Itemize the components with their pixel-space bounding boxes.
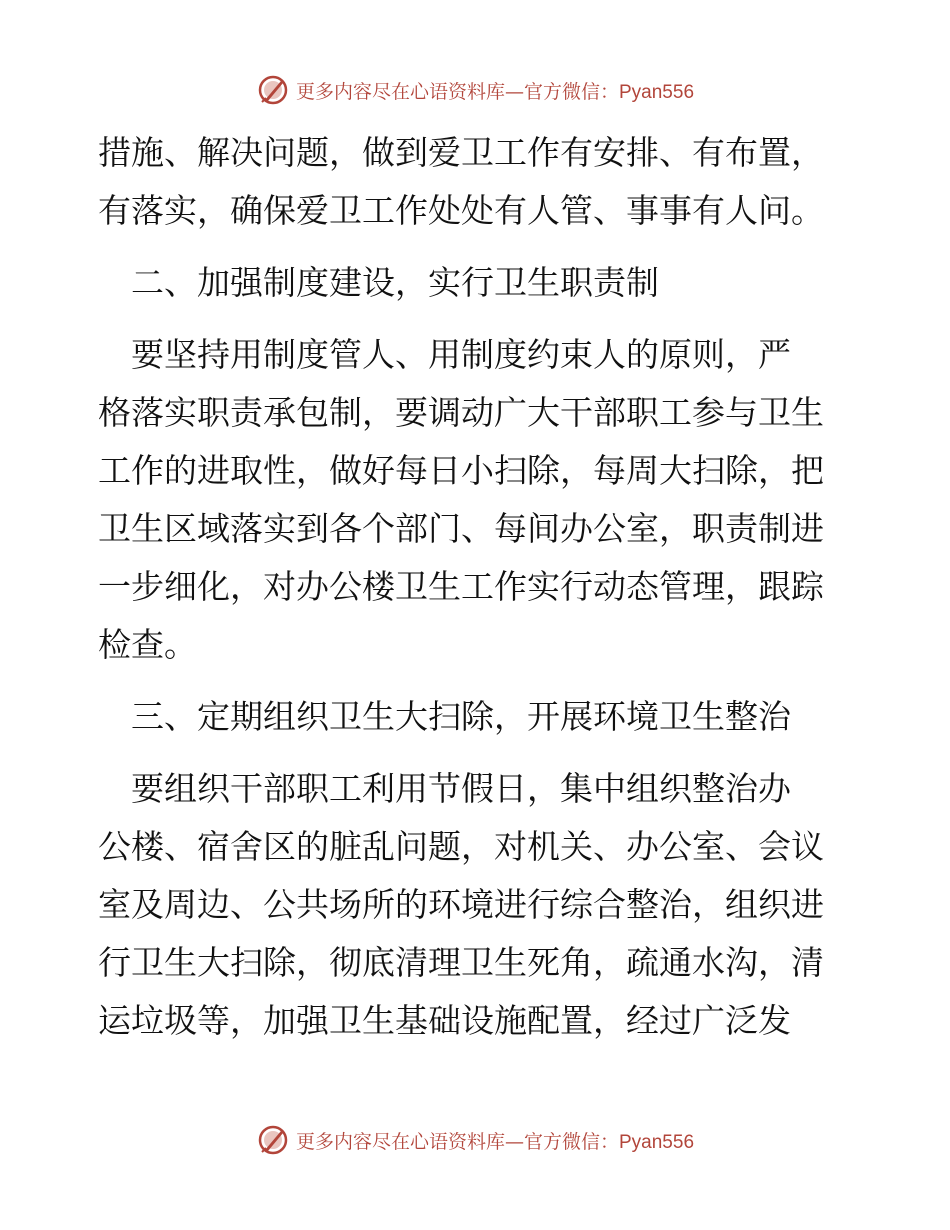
header-banner [0,70,950,110]
text-line: 行卫生大扫除，彻底清理卫生死角，疏通水沟，清 [98,943,824,982]
text-line: 公楼、宿舍区的脏乱问题，对机关、办公室、会议 [98,827,824,866]
feather-pen-logo-icon [256,1123,290,1157]
section-heading: 三、定期组织卫生大扫除，开展环境卫生整治 [98,697,791,736]
banner-text-cn: 更多内容尽在心语资料库—官方微信： [295,80,619,103]
banner-wechat-id: Pyan556 [619,81,695,103]
feather-pen-logo-icon [256,73,290,107]
banner-wechat-id: Pyan556 [619,1131,695,1153]
text-line: 要组织干部职工利用节假日，集中组织整治办 [98,769,791,808]
banner-text [296,1127,694,1154]
text-line: 格落实职责承包制，要调动广大干部职工参与卫生 [98,393,824,432]
section-heading: 二、加强制度建设，实行卫生职责制 [98,263,659,302]
text-line: 卫生区域落实到各个部门、每间办公室，职责制进 [98,509,824,548]
text-line: 有落实，确保爱卫工作处处有人管、事事有人问。 [98,191,824,230]
footer-banner [0,1120,950,1160]
text-line: 运垃圾等，加强卫生基础设施配置，经过广泛发 [98,1001,791,1040]
text-line: 工作的进取性，做好每日小扫除，每周大扫除，把 [98,451,824,490]
text-line: 要坚持用制度管人、用制度约束人的原则，严 [98,335,791,374]
text-line: 室及周边、公共场所的环境进行综合整治，组织进 [98,885,824,924]
banner-text-cn: 更多内容尽在心语资料库—官方微信： [295,1130,619,1153]
banner-text [296,77,694,104]
document-body [98,124,852,1050]
text-line: 措施、解决问题，做到爱卫工作有安排、有布置， [98,133,824,172]
text-line: 检查。 [98,625,197,664]
text-line: 一步细化，对办公楼卫生工作实行动态管理，跟踪 [98,567,824,606]
